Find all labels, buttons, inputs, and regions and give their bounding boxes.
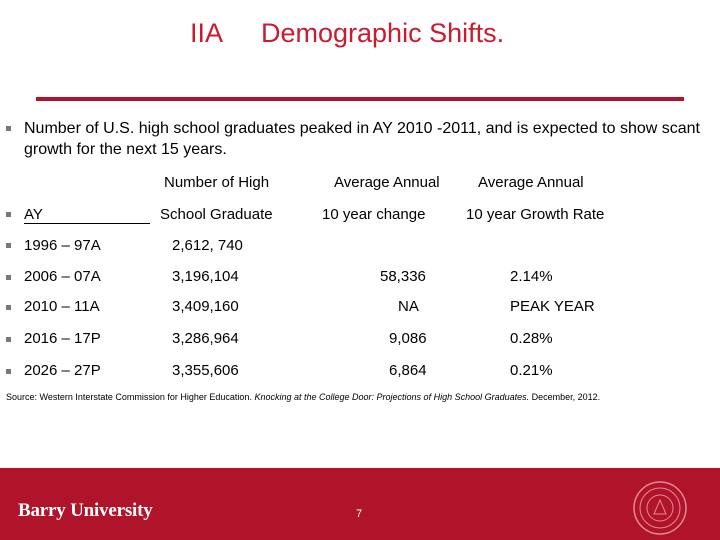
row-graduates: 3,196,104 bbox=[172, 268, 239, 285]
bullet-icon bbox=[6, 305, 11, 310]
row-rate: PEAK YEAR bbox=[510, 298, 595, 315]
header-graduates-line1: Number of High bbox=[164, 174, 270, 191]
row-ay: 2016 – 17P bbox=[24, 330, 101, 347]
row-graduates: 3,286,964 bbox=[172, 330, 239, 347]
university-seal-icon bbox=[632, 480, 688, 536]
page-number: 7 bbox=[356, 508, 363, 520]
header-graduates-line2: School Graduate bbox=[160, 206, 273, 223]
row-rate: 0.21% bbox=[510, 362, 553, 379]
source-title: Knocking at the College Door: Projections of High School Graduates. bbox=[254, 392, 530, 402]
row-change: NA bbox=[398, 298, 419, 315]
row-graduates: 2,612, 740 bbox=[172, 237, 243, 254]
header-ay-underline bbox=[24, 223, 150, 224]
bullet-icon bbox=[6, 212, 11, 217]
slide-title bbox=[0, 18, 720, 58]
source-suffix: December, 2012. bbox=[529, 392, 601, 402]
row-change: 9,086 bbox=[389, 330, 427, 347]
intro-bullet: Number of U.S. high school graduates peaked in AY 2010 -2011, and is expected to show scant growth for the next 15 years. bbox=[24, 120, 700, 158]
row-rate: 2.14% bbox=[510, 268, 553, 285]
bullet-icon bbox=[6, 126, 11, 131]
header-change-line1: Average Annual bbox=[334, 174, 440, 191]
row-ay: 2006 – 07A bbox=[24, 268, 101, 285]
header-rate-line2: 10 year Growth Rate bbox=[466, 206, 605, 223]
row-graduates: 3,409,160 bbox=[172, 298, 239, 315]
barry-university-logo: Barry University bbox=[18, 500, 153, 521]
title-text: Demographic Shifts. bbox=[261, 18, 505, 48]
title-divider bbox=[36, 97, 684, 101]
bullet-icon bbox=[6, 275, 11, 280]
footer-bar bbox=[0, 468, 720, 540]
source-citation bbox=[6, 392, 600, 402]
bullet-icon bbox=[6, 243, 11, 248]
row-change: 58,336 bbox=[380, 268, 426, 285]
section-number: IIA bbox=[190, 18, 224, 48]
header-ay: AY bbox=[24, 206, 43, 223]
bullet-icon bbox=[6, 369, 11, 374]
header-change-line2: 10 year change bbox=[322, 206, 426, 223]
row-ay: 1996 – 97A bbox=[24, 237, 101, 254]
source-prefix: Source: Western Interstate Commission for Higher Education. bbox=[6, 392, 252, 402]
bullet-icon bbox=[6, 337, 11, 342]
row-change: 6,864 bbox=[389, 362, 427, 379]
row-rate: 0.28% bbox=[510, 330, 553, 347]
row-ay: 2026 – 27P bbox=[24, 362, 101, 379]
row-ay: 2010 – 11A bbox=[24, 298, 100, 315]
header-rate-line1: Average Annual bbox=[478, 174, 584, 191]
row-graduates: 3,355,606 bbox=[172, 362, 239, 379]
